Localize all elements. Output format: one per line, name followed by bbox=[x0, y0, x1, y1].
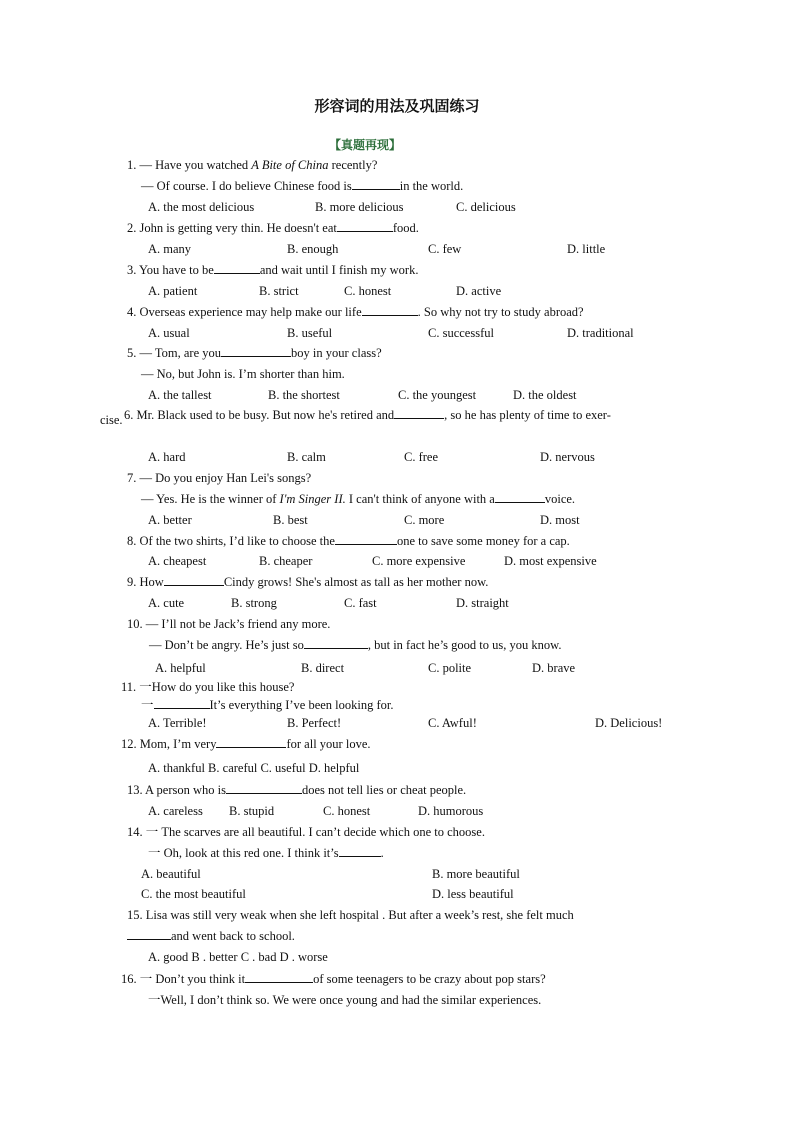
question-14: 14. 一 The scarves are all beautiful. I can’t decide which one to choose. bbox=[127, 825, 485, 839]
option[interactable]: B. Perfect! bbox=[287, 716, 342, 730]
option[interactable]: A. hard bbox=[148, 450, 186, 464]
option[interactable]: A. cute bbox=[148, 596, 185, 610]
option[interactable]: C. more bbox=[404, 513, 445, 527]
answer-blank[interactable] bbox=[154, 697, 210, 709]
option[interactable]: D. most bbox=[540, 513, 580, 527]
option[interactable]: A. Terrible! bbox=[148, 716, 207, 730]
option[interactable]: C. honest bbox=[323, 804, 371, 818]
option[interactable]: D. active bbox=[456, 284, 502, 298]
option[interactable]: A. cheapest bbox=[148, 554, 207, 568]
page-title: 形容词的用法及巩固练习 bbox=[314, 97, 480, 115]
option[interactable]: C. honest bbox=[344, 284, 392, 298]
option[interactable]: A. helpful bbox=[155, 661, 206, 675]
option[interactable]: C. the most beautiful bbox=[141, 887, 246, 901]
option[interactable]: A. usual bbox=[148, 326, 190, 340]
question-4: 4. Overseas experience may help make our life . So why not try to study abroad? bbox=[127, 305, 584, 319]
answer-blank[interactable] bbox=[304, 637, 368, 649]
options-row[interactable]: A. thankful B. careful C. useful D. helpful bbox=[148, 761, 360, 775]
option[interactable]: B. strong bbox=[231, 596, 277, 610]
option[interactable]: D. brave bbox=[532, 661, 576, 675]
option[interactable]: A. patient bbox=[148, 284, 198, 298]
option[interactable]: A. beautiful bbox=[141, 867, 201, 881]
option[interactable]: D. less beautiful bbox=[432, 887, 514, 901]
option[interactable]: A. the tallest bbox=[148, 388, 212, 402]
question-11-reply: 一 It’s everything I’ve been looking for. bbox=[141, 698, 394, 712]
answer-blank[interactable] bbox=[226, 782, 302, 794]
option[interactable]: B. direct bbox=[301, 661, 345, 675]
question-1-reply: — Of course. I do believe Chinese food is in the world. bbox=[141, 179, 464, 193]
option[interactable]: C. successful bbox=[428, 326, 494, 340]
answer-blank[interactable] bbox=[337, 220, 393, 232]
option[interactable]: D. nervous bbox=[540, 450, 595, 464]
question-1: 1. — Have you watched A Bite of China recently? bbox=[127, 158, 378, 172]
option[interactable]: A. the most delicious bbox=[148, 200, 255, 214]
option[interactable]: B. cheaper bbox=[259, 554, 313, 568]
option[interactable]: B. calm bbox=[287, 450, 326, 464]
question-16-reply: 一Well, I don’t think so. We were once young and had the similar experiences. bbox=[148, 993, 542, 1007]
question-15-cont: and went back to school. bbox=[127, 928, 295, 944]
answer-blank[interactable] bbox=[214, 262, 260, 274]
option[interactable]: C. delicious bbox=[456, 200, 516, 214]
question-10-reply: — Don’t be angry. He’s just so , but in fact he’s good to us, you know. bbox=[149, 638, 562, 652]
option[interactable]: D. Delicious! bbox=[595, 716, 663, 730]
option[interactable]: B. strict bbox=[259, 284, 299, 298]
option[interactable]: C. few bbox=[428, 242, 462, 256]
answer-blank[interactable] bbox=[221, 345, 291, 357]
answer-blank[interactable] bbox=[394, 407, 444, 419]
question-16: 16. 一 Don’t you think it of some teenagers to be crazy about pop stars? bbox=[121, 972, 546, 986]
option[interactable]: D. the oldest bbox=[513, 388, 577, 402]
answer-blank[interactable] bbox=[495, 491, 545, 503]
question-8: 8. Of the two shirts, I’d like to choose the one to save some money for a cap. bbox=[127, 534, 570, 548]
answer-blank[interactable] bbox=[352, 178, 400, 190]
options-row[interactable]: A. good B . better C . bad D . worse bbox=[148, 950, 328, 964]
option[interactable]: C. the youngest bbox=[398, 388, 477, 402]
option[interactable]: D. humorous bbox=[418, 804, 484, 818]
option[interactable]: C. more expensive bbox=[372, 554, 466, 568]
answer-blank[interactable] bbox=[335, 533, 397, 545]
option[interactable]: D. traditional bbox=[567, 326, 634, 340]
answer-blank[interactable] bbox=[216, 736, 286, 748]
question-9: 9. How Cindy grows! She's almost as tall as her mother now. bbox=[127, 575, 489, 589]
section-heading: 【真题再现】 bbox=[328, 138, 401, 152]
question-7-reply: — Yes. He is the winner of I'm Singer II. I can't think of anyone with a voice. bbox=[141, 492, 576, 506]
question-12: 12. Mom, I’m very for all your love. bbox=[121, 737, 371, 751]
question-7: 7. — Do you enjoy Han Lei's songs? bbox=[127, 471, 312, 485]
question-15: 15. Lisa was still very weak when she left hospital . But after a week’s rest, she felt much bbox=[127, 908, 574, 922]
option[interactable]: D. little bbox=[567, 242, 606, 256]
option[interactable]: D. straight bbox=[456, 596, 509, 610]
option[interactable]: D. most expensive bbox=[504, 554, 597, 568]
question-2: 2. John is getting very thin. He doesn't eat food. bbox=[127, 221, 419, 235]
option[interactable]: C. Awful! bbox=[428, 716, 477, 730]
option[interactable]: B. useful bbox=[287, 326, 333, 340]
show-title: I'm Singer II. bbox=[279, 492, 346, 506]
question-6-overflow: cise. bbox=[100, 413, 123, 427]
option[interactable]: C. fast bbox=[344, 596, 377, 610]
option[interactable]: C. free bbox=[404, 450, 439, 464]
option[interactable]: A. better bbox=[148, 513, 192, 527]
option[interactable]: B. more beautiful bbox=[432, 867, 520, 881]
answer-blank[interactable] bbox=[127, 928, 171, 940]
question-6: 6. Mr. Black used to be busy. But now he's retired and , so he has plenty of time to exer- bbox=[124, 408, 611, 422]
question-13: 13. A person who is does not tell lies or cheat people. bbox=[127, 783, 467, 797]
question-10: 10. — I’ll not be Jack’s friend any more. bbox=[127, 617, 331, 631]
question-5-reply: — No, but John is. I’m shorter than him. bbox=[141, 367, 345, 381]
option[interactable]: B. the shortest bbox=[268, 388, 340, 402]
question-14-reply: 一 Oh, look at this red one. I think it’s . bbox=[148, 846, 384, 860]
option[interactable]: C. polite bbox=[428, 661, 472, 675]
option[interactable]: B. best bbox=[273, 513, 308, 527]
answer-blank[interactable] bbox=[362, 304, 418, 316]
option[interactable]: B. stupid bbox=[229, 804, 275, 818]
answer-blank[interactable] bbox=[245, 971, 313, 983]
answer-blank[interactable] bbox=[164, 574, 224, 586]
option[interactable]: A. many bbox=[148, 242, 192, 256]
question-3: 3. You have to be and wait until I finish my work. bbox=[127, 263, 419, 277]
option[interactable]: A. careless bbox=[148, 804, 203, 818]
question-5: 5. — Tom, are you boy in your class? bbox=[127, 346, 382, 360]
question-11: 11. 一How do you like this house? bbox=[121, 680, 295, 694]
option[interactable]: B. enough bbox=[287, 242, 339, 256]
work-title: A Bite of China bbox=[251, 158, 329, 172]
option[interactable]: B. more delicious bbox=[315, 200, 404, 214]
answer-blank[interactable] bbox=[339, 845, 381, 857]
